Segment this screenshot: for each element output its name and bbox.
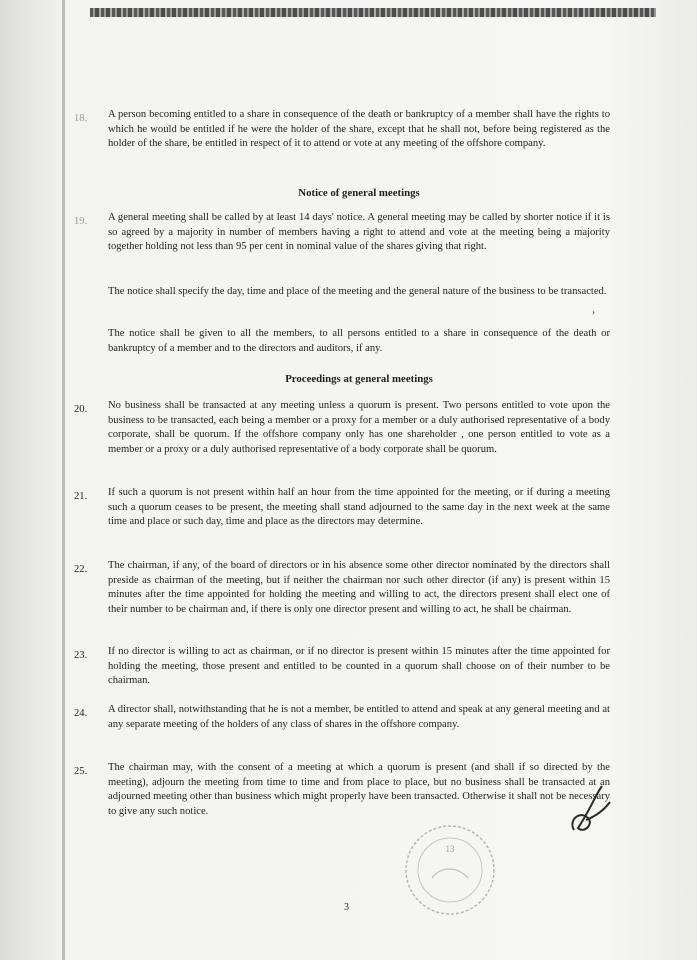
page-number: 3 (344, 902, 349, 913)
clause-18-text: A person becoming entitled to a share in consequence of the death or bankruptcy of a member shall have the rights to which he would be entitled if he were the holder of the share, except that he shall not, before being registered as the holder of the share, be entitled in respect of it to attend or vote at any meeting of the offshore company. (108, 109, 610, 150)
clause-number-24: 24. (74, 708, 88, 719)
scan-top-border (90, 8, 656, 17)
clause-number-20: 20. (74, 404, 88, 415)
clause-19-text: A general meeting shall be called by at least 14 days' notice. A general meeting may be called by shorter notice if it is so agreed by a majority in number of members having a right to attend and vote at the meeting being a majority together holding not less than 95 per cent in nominal value of the shares giving that right. (108, 212, 610, 253)
ink-mark: › (592, 307, 595, 317)
clause-24-text: A director shall, notwithstanding that he is not a member, be entitled to attend and speak at any general meeting and at any separate meeting of the holders of any class of shares in the offshore company. (108, 704, 610, 730)
clause-19-notice-recipients: The notice shall be given to all the members, to all persons entitled to a share in consequence of the death or bankruptcy of a member and to the directors and auditors, if any. (108, 328, 610, 354)
clause-22-text: The chairman, if any, of the board of directors or in his absence some other director nominated by the directors shall preside as chairman of the meeting, but if neither the chairman nor such other director (if any) is present within 15 minutes after the time appointed for holding the meeting and willing to act, the directors present shall elect one of their number to be chairman and, if there is only one director present and willing to act, he shall be chairman. (108, 560, 610, 615)
heading-notice-of-general-meetings: Notice of general meetings (298, 187, 420, 199)
clause-number-19: 19. (74, 216, 88, 227)
clause-number-23: 23. (74, 650, 88, 661)
clause-20-text: No business shall be transacted at any meeting unless a quorum is present. Two persons entitled to vote upon the business to be transacted, each being a member or a proxy for a member or a duly authorised representative of a body corporate, shall be quorum. If the offshore company only has one shareholder , one person entitled to vote as a member or a proxy or a duly authorised representative of a body corporate shall be quorum. (108, 400, 610, 455)
clause-19-notice-content: The notice shall specify the day, time and place of the meeting and the general nature of the business to be transacted. (108, 286, 607, 297)
clause-number-21: 21. (74, 491, 88, 502)
seal-number: 13 (445, 844, 455, 854)
signature-icon (566, 780, 616, 840)
heading-proceedings-at-general-meetings: Proceedings at general meetings (285, 373, 433, 385)
clause-number-25: 25. (74, 766, 88, 777)
clause-21-text: If such a quorum is not present within half an hour from the time appointed for the meeting, or if during a meeting such a quorum ceases to be present, the meeting shall stand adjourned to the same day in the next week at the same time and place or such day, time and place as the directors may determine. (108, 487, 610, 528)
clause-number-18: 18. (74, 113, 88, 124)
clause-23-text: If no director is willing to act as chairman, or if no director is present within 15 minutes after the time appointed for holding the meeting, those present and entitled to be counted in a quorum shall choose on of their number to be chairman. (108, 646, 610, 687)
clause-25-text: The chairman may, with the consent of a meeting at which a quorum is present (and shall if so directed by the meeting), adjourn the meeting from time to time and from place to place, but no business shall be transacted at an adjourned meeting other than business which might properly have been transacted. Otherwise it shall not be necessary to give any such notice. (108, 762, 610, 817)
binding-edge (62, 0, 65, 960)
company-seal-icon (402, 822, 498, 918)
clause-number-22: 22. (74, 564, 88, 575)
